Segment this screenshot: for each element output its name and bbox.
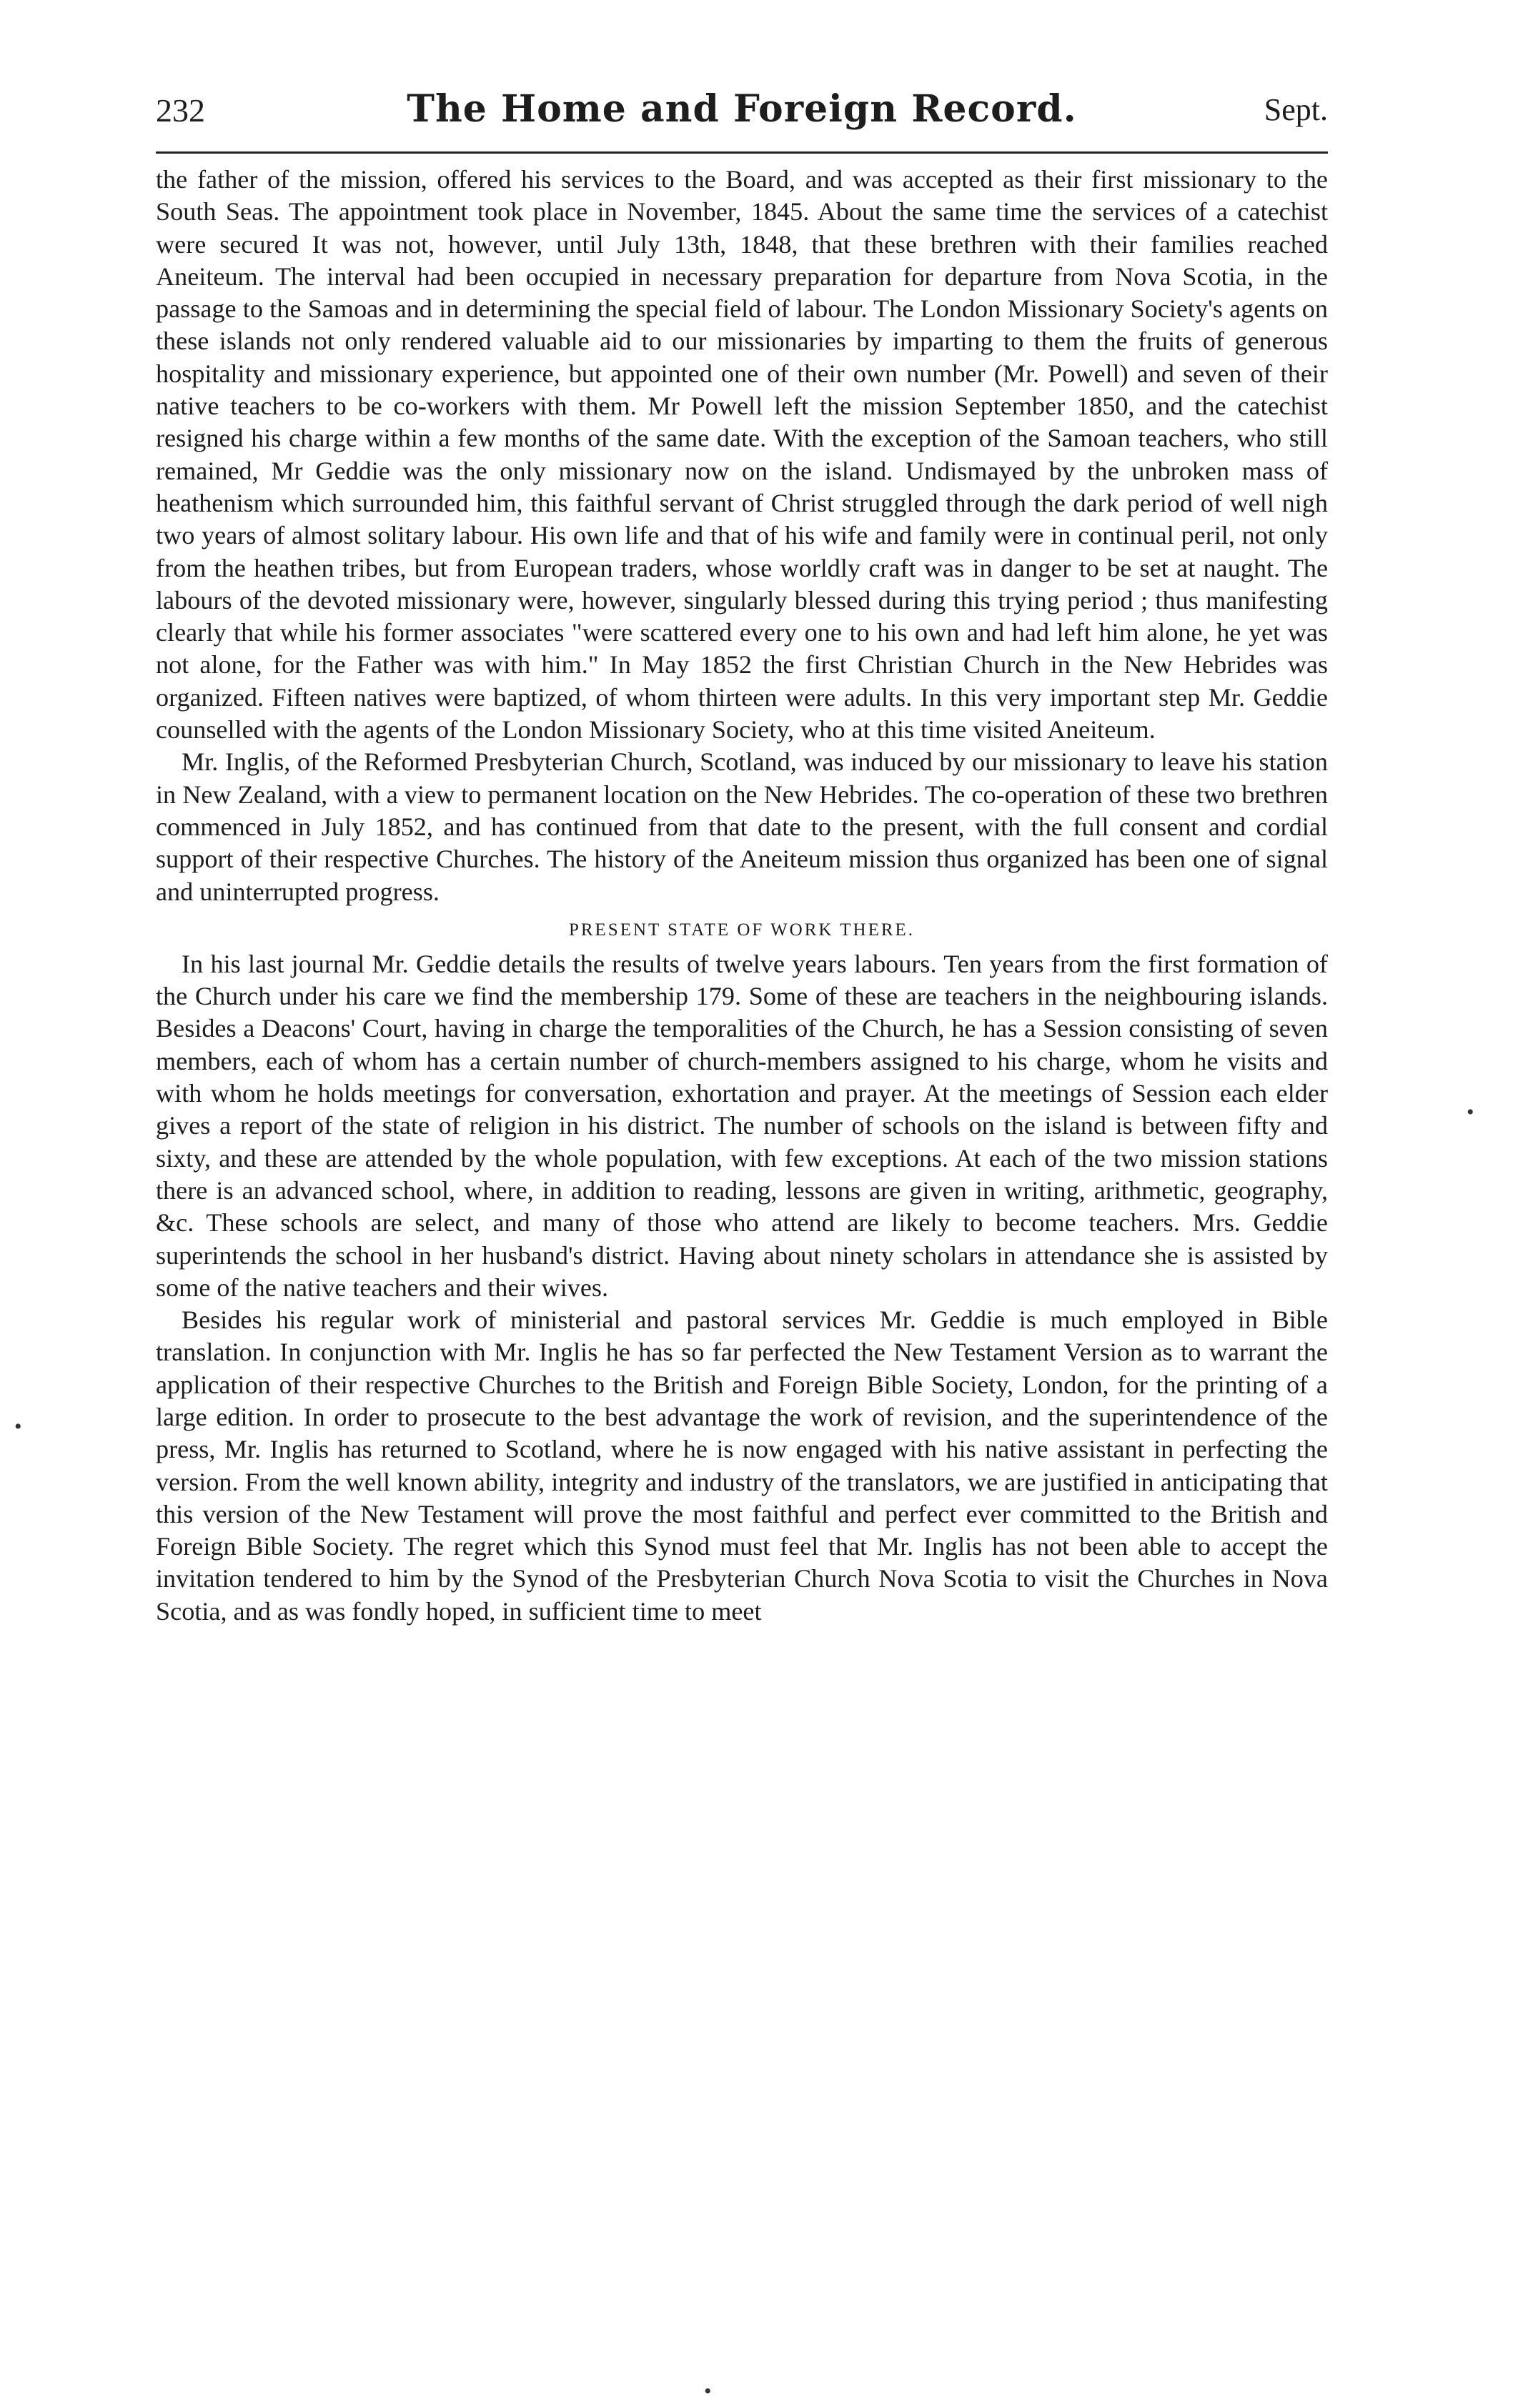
- document-page: [156, 86, 1328, 2358]
- page-number: 232: [156, 92, 205, 129]
- running-head: [156, 86, 1328, 154]
- paragraph-last-journal: In his last journal Mr. Geddie details the results of twelve years labours. Ten years from the first formation of the Church under his care we find the membership 179. Some of these are teachers in the neighbouring islands. Besides a Deacons' Court, having in charge the temporalities of the Church, he has a Session consisting of seven members, each of whom has a certain number of church-members assigned to his charge, whom he visits and with whom he holds meetings for conversation, exhortation and prayer. At the meetings of Session each elder gives a report of the state of religion in his district. The number of schools on the island is between fifty and sixty, and these are attended by the whole population, with few exceptions. At each of the two mission stations there is an advanced school, where, in addition to reading, lessons are given in writing, arithmetic, geography, &c. These schools are select, and many of those who attend are likely to become teachers. Mrs. Geddie superintends the school in her husband's district. Having about ninety scholars in attendance she is assisted by some of the native teachers and their wives.: [156, 949, 1328, 1302]
- paragraph-mr-inglis: Mr. Inglis, of the Reformed Presbyterian Church, Scotland, was induced by our missionary to leave his station in New Zealand, with a view to permanent location on the New Hebrides. The co-operation of these two brethren commenced in July 1852, and has continued from that date to the present, with the full consent and cordial support of their respective Churches. The history of the Aneiteum mission thus organized has been one of signal and uninterrupted progress.: [156, 747, 1328, 906]
- margin-speck-bottom: •: [704, 2379, 712, 2403]
- paragraph-mission-history: the father of the mission, offered his services to the Board, and was accepted as their first missionary to the South Seas. The appointment took place in November, 1845. About the same time the services of a catechist were secured It was not, however, until July 13th, 1848, that these brethren with their families reached Aneiteum. The interval had been occupied in necessary preparation for departure from Nova Scotia, in the passage to the Samoas and in determining the special field of labour. The London Missionary Society's agents on these islands not only rendered valuable aid to our missionaries by imparting to them the fruits of generous hospitality and missionary experience, but appointed one of their own number (Mr. Powell) and seven of their native teachers to be co-workers with them. Mr Powell left the mission September 1850, and the catechist resigned his charge within a few months of the same date. With the exception of the Samoan teachers, who still remained, Mr Geddie was the only missionary now on the island. Undismayed by the unbroken mass of heathenism which surrounded him, this faithful servant of Christ struggled through the dark period of well nigh two years of almost solitary labour. His own life and that of his wife and family were in continual peril, not only from the heathen tribes, but from European traders, whose worldly craft was in danger to be set at naught. The labours of the devoted missionary were, however, singularly blessed during this trying period ; thus manifesting clearly that while his former associates "were scattered every one to his own and had left him alone, he yet was not alone, for the Father was with him." In May 1852 the first Christian Church in the New Hebrides was organized. Fifteen natives were baptized, of whom thirteen were adults. In this very important step Mr. Geddie counselled with the agents of the London Missionary Society, who at this time visited Aneiteum.: [156, 165, 1328, 745]
- body-text: [156, 164, 1328, 1628]
- paragraph-bible-translation: Besides his regular work of ministerial and pastoral services Mr. Geddie is much employed in Bible translation. In conjunction with Mr. Inglis he has so far perfected the New Testament Version as to warrant the application of their respective Churches to the British and Foreign Bible Society, London, for the printing of a large edition. In order to prosecute to the best advantage the work of revision, and the superintendence of the press, Mr. Inglis has returned to Scotland, where he is now engaged with his native assistant in perfecting the version. From the well known ability, integrity and industry of the translators, we are justified in anticipating that this version of the New Testament will prove the most faithful and perfect ever committed to the British and Foreign Bible Society. The regret which this Synod must feel that Mr. Inglis has not been able to accept the invitation tendered to him by the Synod of the Presbyterian Church Nova Scotia to visit the Churches in Nova Scotia, and as was fondly hoped, in sufficient time to meet: [156, 1305, 1328, 1626]
- margin-speck-right: •: [1467, 1100, 1474, 1124]
- journal-title: The Home and Foreign Record.: [407, 87, 1077, 131]
- margin-speck-left: •: [14, 1415, 22, 1438]
- issue-month: Sept.: [1264, 92, 1328, 127]
- section-heading: PRESENT STATE OF WORK THERE.: [568, 920, 916, 940]
